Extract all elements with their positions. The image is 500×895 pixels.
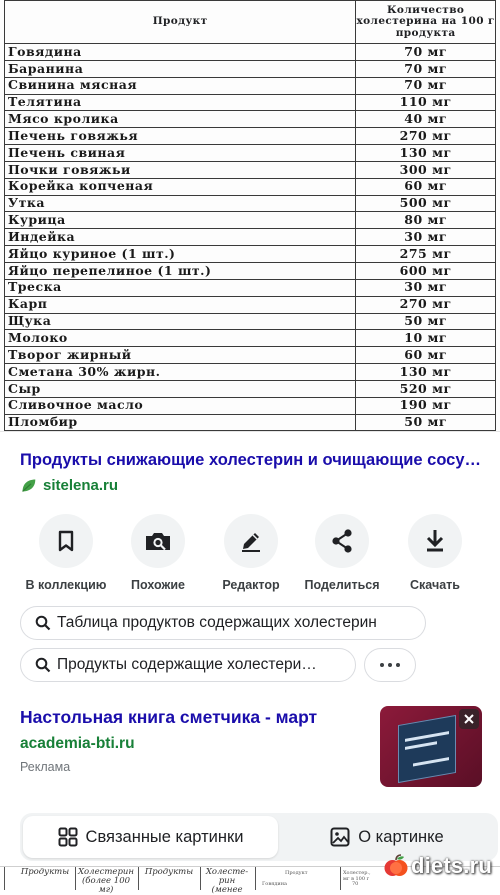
peek-col-5: Продукт: [285, 870, 308, 876]
cholesterol-cell: 70 мг: [356, 77, 496, 94]
table-row: [5, 246, 496, 263]
cholesterol-cell: 110 мг: [356, 94, 496, 111]
product-cell: Утка: [5, 195, 356, 212]
product-cell: Пломбир: [5, 414, 356, 431]
table-row: [5, 77, 496, 94]
product-cell: Творог жирный: [5, 347, 356, 364]
table-row: [5, 128, 496, 145]
watermark-text: diets.ru: [410, 853, 492, 878]
product-cell: Корейка копченая: [5, 178, 356, 195]
table-row: [5, 296, 496, 313]
apple-logo-icon: [383, 853, 409, 879]
product-cell: Яйцо куриное (1 шт.): [5, 246, 356, 263]
table-header-product: Продукт: [5, 1, 356, 44]
related-search-chip[interactable]: [20, 606, 426, 640]
leaf-icon: [20, 477, 37, 494]
peek-row-1-value: 70: [352, 881, 359, 887]
related-search-label: Таблица продуктов содержащих холестерин: [57, 614, 377, 631]
table-row: [5, 161, 496, 178]
book-cover-image: [398, 715, 456, 783]
product-cell: Треска: [5, 279, 356, 296]
peek-col-1: Продукты: [20, 867, 70, 877]
tab-related-images-label: Связанные картинки: [85, 827, 244, 846]
product-cell: Молоко: [5, 330, 356, 347]
ad-domain[interactable]: academia-bti.ru: [20, 735, 135, 752]
peek-col-6: Холестер., мг в 100 г: [343, 870, 371, 882]
diets-watermark: [383, 853, 492, 879]
share-label: Поделиться: [304, 578, 380, 592]
peek-col-3: Продукты: [144, 867, 194, 877]
image-icon: [330, 827, 350, 847]
cholesterol-cell: 190 мг: [356, 397, 496, 414]
table-row: [5, 178, 496, 195]
table-row: [5, 347, 496, 364]
more-options-button[interactable]: [364, 648, 416, 682]
product-cell: Сливочное масло: [5, 397, 356, 414]
cholesterol-table: [4, 0, 496, 431]
cholesterol-cell: 30 мг: [356, 229, 496, 246]
related-search-chip[interactable]: [20, 648, 356, 682]
product-cell: Баранина: [5, 60, 356, 77]
product-cell: Телятина: [5, 94, 356, 111]
cholesterol-table-image[interactable]: [0, 0, 500, 432]
product-cell: Щука: [5, 313, 356, 330]
product-cell: Мясо кролика: [5, 111, 356, 128]
related-search-label: Продукты содержащие холестери…: [57, 656, 317, 673]
search-icon: [35, 657, 51, 673]
table-row: [5, 145, 496, 162]
cholesterol-cell: 270 мг: [356, 128, 496, 145]
table-row: [5, 414, 496, 431]
product-cell: Печень свиная: [5, 145, 356, 162]
table-row: [5, 229, 496, 246]
result-source[interactable]: [20, 477, 118, 494]
cholesterol-cell: 270 мг: [356, 296, 496, 313]
download-button[interactable]: [387, 514, 483, 592]
table-row: [5, 279, 496, 296]
download-label: Скачать: [410, 578, 460, 592]
table-header-amount: Количество холестерина на 100 г продукта: [356, 1, 496, 44]
cholesterol-cell: 60 мг: [356, 347, 496, 364]
peek-col-4: Холесте-рин (менее: [205, 867, 249, 895]
cholesterol-cell: 520 мг: [356, 380, 496, 397]
cholesterol-cell: 50 мг: [356, 414, 496, 431]
download-icon: [424, 528, 446, 554]
table-row: [5, 44, 496, 61]
image-actions-bar: [0, 514, 500, 594]
table-row: [5, 313, 496, 330]
similar-images-button[interactable]: [110, 514, 206, 592]
table-row: [5, 397, 496, 414]
similar-images-label: Похожие: [131, 578, 185, 592]
product-cell: Яйцо перепелиное (1 шт.): [5, 262, 356, 279]
product-cell: Сыр: [5, 380, 356, 397]
editor-button[interactable]: [203, 514, 299, 592]
cholesterol-cell: 30 мг: [356, 279, 496, 296]
peek-col-2: Холестерин (более 100 мг): [78, 867, 134, 895]
add-to-collection-label: В коллекцию: [25, 578, 107, 592]
product-cell: Печень говяжья: [5, 128, 356, 145]
table-row: [5, 212, 496, 229]
close-ad-button[interactable]: [459, 709, 479, 729]
cholesterol-cell: 130 мг: [356, 145, 496, 162]
cholesterol-cell: 10 мг: [356, 330, 496, 347]
ad-title-link[interactable]: Настольная книга сметчика - март: [20, 707, 318, 727]
table-row: [5, 94, 496, 111]
product-cell: Говядина: [5, 44, 356, 61]
peek-row-1: Говядина: [262, 881, 288, 887]
table-row: [5, 330, 496, 347]
add-to-collection-button[interactable]: [18, 514, 114, 592]
table-row: [5, 60, 496, 77]
ad-label: Реклама: [20, 760, 71, 774]
product-cell: Почки говяжьи: [5, 161, 356, 178]
bookmark-icon: [55, 529, 77, 553]
tab-about-image[interactable]: [282, 816, 492, 858]
cholesterol-cell: 70 мг: [356, 44, 496, 61]
share-button[interactable]: [294, 514, 390, 592]
product-cell: Курица: [5, 212, 356, 229]
cholesterol-cell: 500 мг: [356, 195, 496, 212]
cholesterol-cell: 80 мг: [356, 212, 496, 229]
share-icon: [330, 528, 354, 554]
result-domain: sitelena.ru: [43, 477, 119, 494]
pencil-icon: [239, 529, 263, 553]
cholesterol-cell: 60 мг: [356, 178, 496, 195]
editor-label: Редактор: [222, 578, 280, 592]
grid-icon: [58, 827, 78, 847]
result-title-link[interactable]: Продукты снижающие холестерин и очищающие сосу…: [20, 451, 482, 469]
lens-search-icon: [144, 529, 172, 553]
cholesterol-cell: 600 мг: [356, 262, 496, 279]
ad-thumbnail[interactable]: [380, 706, 482, 787]
table-row: [5, 364, 496, 381]
search-icon: [35, 615, 51, 631]
table-row: [5, 195, 496, 212]
cholesterol-cell: 70 мг: [356, 60, 496, 77]
cholesterol-cell: 40 мг: [356, 111, 496, 128]
product-cell: Сметана 30% жирн.: [5, 364, 356, 381]
product-cell: Карп: [5, 296, 356, 313]
product-cell: Индейка: [5, 229, 356, 246]
table-row: [5, 380, 496, 397]
tab-related-images[interactable]: [23, 816, 278, 858]
cholesterol-cell: 275 мг: [356, 246, 496, 263]
cholesterol-cell: 300 мг: [356, 161, 496, 178]
product-cell: Свинина мясная: [5, 77, 356, 94]
close-icon: [463, 713, 475, 725]
cholesterol-cell: 50 мг: [356, 313, 496, 330]
tab-about-image-label: О картинке: [358, 827, 444, 846]
table-row: [5, 262, 496, 279]
cholesterol-cell: 130 мг: [356, 364, 496, 381]
table-row: [5, 111, 496, 128]
